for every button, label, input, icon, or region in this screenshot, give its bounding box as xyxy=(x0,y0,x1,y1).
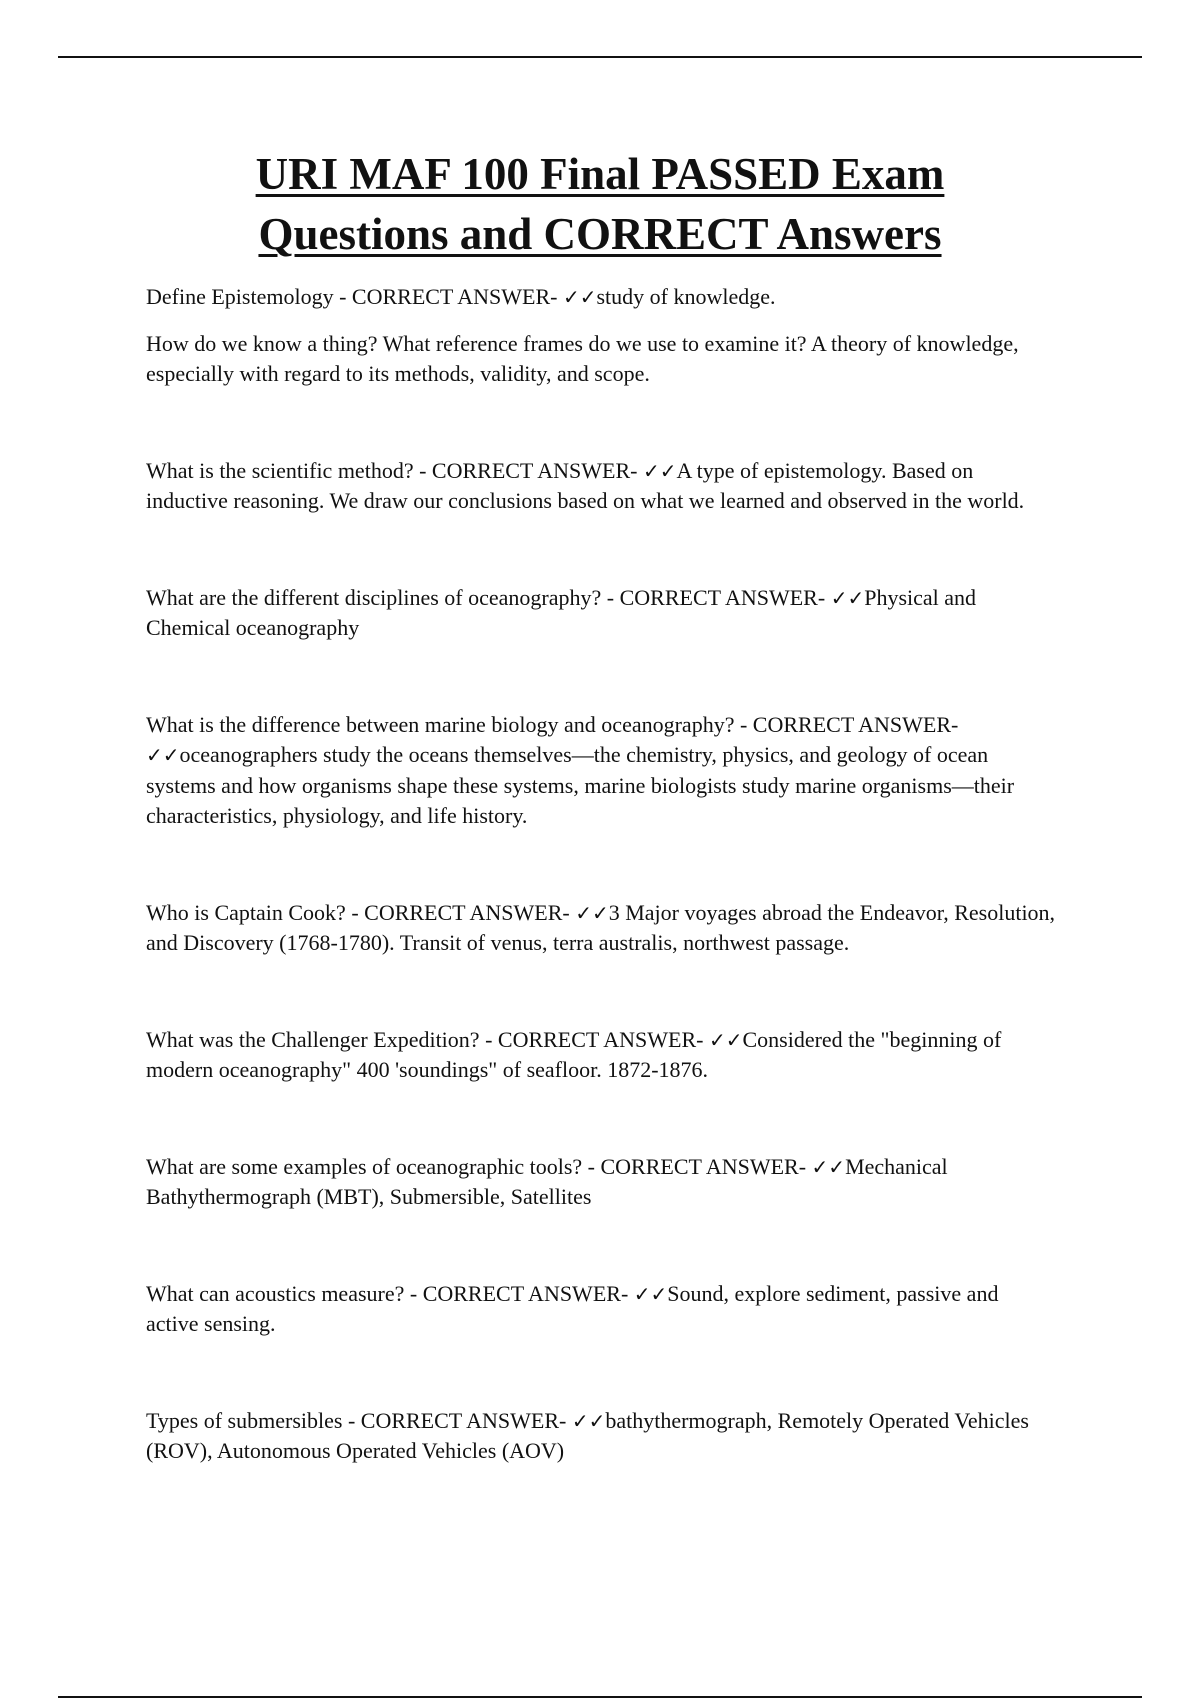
bottom-rule xyxy=(58,1696,1142,1698)
question-text: Who is Captain Cook? xyxy=(146,899,346,925)
question-text: What is the difference between marine biology and oceanography? xyxy=(146,711,735,737)
question-text: What is the scientific method? xyxy=(146,457,414,483)
answer-text: bathythermograph, Remotely Operated Vehicles (ROV), Autonomous Operated Vehicles (AOV) xyxy=(146,1407,1029,1463)
title-line-1: URI MAF 100 Final PASSED Exam xyxy=(255,149,945,199)
answer-separator: - CORRECT ANSWER- xyxy=(413,457,643,483)
qa-list xyxy=(146,282,1056,1467)
question-text: What was the Challenger Expedition? xyxy=(146,1026,480,1052)
question-text: What can acoustics measure? xyxy=(146,1280,405,1306)
double-check-icon: ✓✓ xyxy=(146,743,180,767)
qa-item-3 xyxy=(146,583,1056,644)
question-text: Define Epistemology xyxy=(146,284,334,309)
answer-separator: - CORRECT ANSWER- xyxy=(333,284,563,309)
double-check-icon: ✓✓ xyxy=(642,458,677,483)
double-check-icon: ✓✓ xyxy=(562,285,597,309)
title-line-2: Questions and CORRECT Answers xyxy=(258,209,942,259)
qa-item-7 xyxy=(146,1152,1056,1213)
qa-item-8 xyxy=(146,1279,1056,1340)
answer-separator: - CORRECT ANSWER- xyxy=(582,1153,812,1179)
answer-separator: - CORRECT ANSWER- xyxy=(404,1280,634,1306)
answer-separator: - CORRECT ANSWER- xyxy=(601,584,831,610)
answer-text: Considered the "beginning of modern oceanography" 400 'soundings" of seafloor. 1872-1876. xyxy=(146,1026,1002,1082)
question-text: What are some examples of oceanographic tools? xyxy=(146,1153,583,1179)
answer-text: Mechanical Bathythermograph (MBT), Submersible, Satellites xyxy=(146,1153,948,1209)
double-check-icon: ✓✓ xyxy=(811,1154,846,1179)
qa-item-5 xyxy=(146,898,1056,959)
qa-item-1-extra: How do we know a thing? What reference frames do we use to examine it? A theory of knowledge, especially with regard to its methods, validity, and scope. xyxy=(146,330,1019,386)
answer-separator: - CORRECT ANSWER- xyxy=(734,711,959,737)
double-check-icon: ✓✓ xyxy=(708,1027,743,1052)
answer-text: Sound, explore sediment, passive and active sensing. xyxy=(146,1280,999,1336)
double-check-icon: ✓✓ xyxy=(633,1281,668,1306)
answer-text: oceanographers study the oceans themselves—the chemistry, physics, and geology of ocean systems and how organisms shape these systems, marine biologists study marine organisms—their characteristics, physiology, and life history. xyxy=(146,742,1015,828)
question-text: Types of submersibles xyxy=(146,1407,343,1433)
answer-text: A type of epistemology. Based on inductive reasoning. We draw our conclusions based on what we learned and observed in the world. xyxy=(146,457,1025,513)
double-check-icon: ✓✓ xyxy=(571,1408,606,1433)
double-check-icon: ✓✓ xyxy=(575,900,609,925)
double-check-icon: ✓✓ xyxy=(830,585,865,610)
answer-text: study of knowledge. xyxy=(596,284,776,309)
answer-text: Physical and Chemical oceanography xyxy=(146,584,977,640)
answer-separator: - CORRECT ANSWER- xyxy=(342,1407,572,1433)
qa-item-4 xyxy=(146,710,1056,832)
qa-item-2 xyxy=(146,456,1056,517)
answer-separator: - CORRECT ANSWER- xyxy=(345,899,576,925)
answer-text: 3 Major voyages abroad the Endeavor, Resolution, and Discovery (1768-1780). Transit of venus, terra australis, northwest passage. xyxy=(146,899,1056,955)
qa-item-9 xyxy=(146,1406,1056,1467)
answer-separator: - CORRECT ANSWER- xyxy=(479,1026,709,1052)
question-text: What are the different disciplines of oceanography? xyxy=(146,584,602,610)
qa-item-6 xyxy=(146,1025,1056,1086)
document-title xyxy=(145,144,1055,264)
top-rule xyxy=(58,56,1142,58)
qa-item-1 xyxy=(146,282,1056,313)
